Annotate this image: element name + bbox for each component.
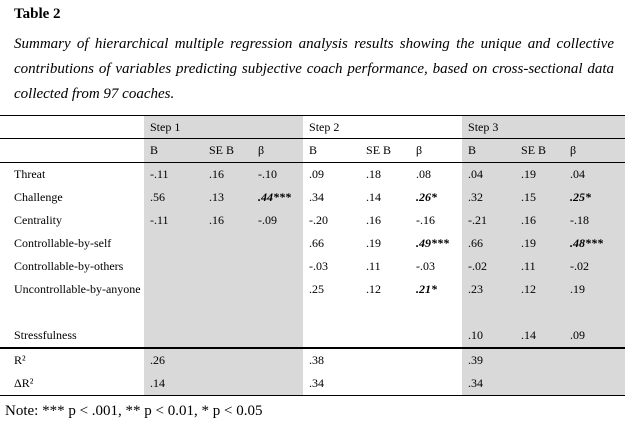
cell: .34 [462, 372, 515, 396]
cell [252, 278, 303, 324]
row-label: Uncontrollable-by-anyone [14, 282, 141, 296]
cell [203, 255, 252, 278]
col-beta: β [252, 139, 303, 163]
cell: .39 [462, 348, 515, 372]
col-b: B [462, 139, 515, 163]
cell: -.02 [462, 255, 515, 278]
cell: -.10 [252, 163, 303, 187]
regression-table [0, 115, 625, 396]
cell: .14 [144, 372, 203, 396]
cell: .04 [462, 163, 515, 187]
cell: -.16 [416, 213, 436, 227]
cell: .15 [515, 186, 564, 209]
cell [410, 324, 462, 348]
column-header-row [0, 139, 625, 163]
cell [144, 232, 203, 255]
table-row [0, 209, 625, 232]
cell [252, 255, 303, 278]
cell: .19 [564, 278, 625, 324]
col-se-b: SE B [360, 139, 410, 163]
cell [144, 324, 203, 348]
cell: .19 [515, 163, 564, 187]
cell: -.11 [144, 209, 203, 232]
table-caption: Summary of hierarchical multiple regression analysis results showing the unique and collective contributions of variables predicting subjective coach performance, based on cross-sectional data collected from 97 coaches. [14, 36, 614, 102]
cell: .11 [366, 259, 381, 273]
cell: .14 [366, 190, 382, 204]
cell: .49*** [416, 236, 450, 250]
summary-row [0, 372, 625, 396]
cell: .14 [515, 324, 564, 348]
cell [303, 324, 360, 348]
cell: -.21 [462, 209, 515, 232]
cell [252, 232, 303, 255]
step-1-header: Step 1 [144, 116, 303, 139]
col-se-b: SE B [203, 139, 252, 163]
cell: -.20 [309, 213, 329, 227]
col-b: B [144, 139, 203, 163]
cell: .19 [366, 236, 382, 250]
cell: .10 [462, 324, 515, 348]
cell: .18 [366, 167, 382, 181]
cell: .44*** [252, 186, 303, 209]
cell: .09 [309, 167, 325, 181]
table-row [0, 278, 625, 324]
col-se-b: SE B [515, 139, 564, 163]
cell: .16 [203, 163, 252, 187]
cell: .34 [309, 190, 325, 204]
table-title: Table 2 [14, 6, 61, 22]
cell [252, 324, 303, 348]
table-row [0, 255, 625, 278]
cell [360, 324, 410, 348]
table-row [0, 232, 625, 255]
step-header-row [0, 116, 625, 139]
col-b: B [303, 139, 360, 163]
cell: .09 [564, 324, 625, 348]
table-row [0, 324, 625, 348]
cell [203, 278, 252, 324]
cell: -.03 [416, 259, 436, 273]
cell [144, 255, 203, 278]
cell: .16 [515, 209, 564, 232]
cell: -.11 [144, 163, 203, 187]
step-3-header: Step 3 [462, 116, 625, 139]
cell: .38 [303, 348, 360, 372]
col-beta: β [410, 139, 462, 163]
cell: .25* [564, 186, 625, 209]
cell: .34 [303, 372, 360, 396]
cell: .04 [564, 163, 625, 187]
cell [203, 324, 252, 348]
table-row [0, 186, 625, 209]
cell: .26* [416, 190, 438, 204]
row-label: Controllable-by-others [14, 259, 124, 273]
cell: .19 [515, 232, 564, 255]
cell: .16 [366, 213, 382, 227]
cell: .12 [515, 278, 564, 324]
step-2-header: Step 2 [303, 116, 462, 139]
cell: -.03 [309, 259, 329, 273]
cell: .13 [203, 186, 252, 209]
cell: .25 [309, 282, 325, 296]
cell: .32 [462, 186, 515, 209]
cell [144, 278, 203, 324]
summary-row [0, 348, 625, 372]
cell: .66 [309, 236, 325, 250]
row-label: Controllable-by-self [14, 236, 112, 250]
cell: .23 [462, 278, 515, 324]
cell: .16 [203, 209, 252, 232]
row-label: Challenge [14, 190, 63, 204]
cell: .56 [144, 186, 203, 209]
table-note: Note: *** p < .001, ** p < 0.01, * p < 0.05 [5, 403, 263, 419]
cell: .26 [144, 348, 203, 372]
cell: .66 [462, 232, 515, 255]
row-label: ΔR² [0, 372, 144, 396]
row-label: Stressfulness [14, 328, 77, 342]
cell: .48*** [564, 232, 625, 255]
cell: .11 [515, 255, 564, 278]
row-label: R² [0, 348, 144, 372]
cell: .12 [366, 282, 382, 296]
cell: -.09 [252, 209, 303, 232]
cell: -.02 [564, 255, 625, 278]
cell: .21* [416, 282, 438, 296]
cell [203, 232, 252, 255]
row-label: Threat [14, 167, 46, 181]
cell: .08 [416, 167, 432, 181]
cell: -.18 [564, 209, 625, 232]
table-row [0, 163, 625, 187]
row-label: Centrality [14, 213, 62, 227]
col-beta: β [564, 139, 625, 163]
